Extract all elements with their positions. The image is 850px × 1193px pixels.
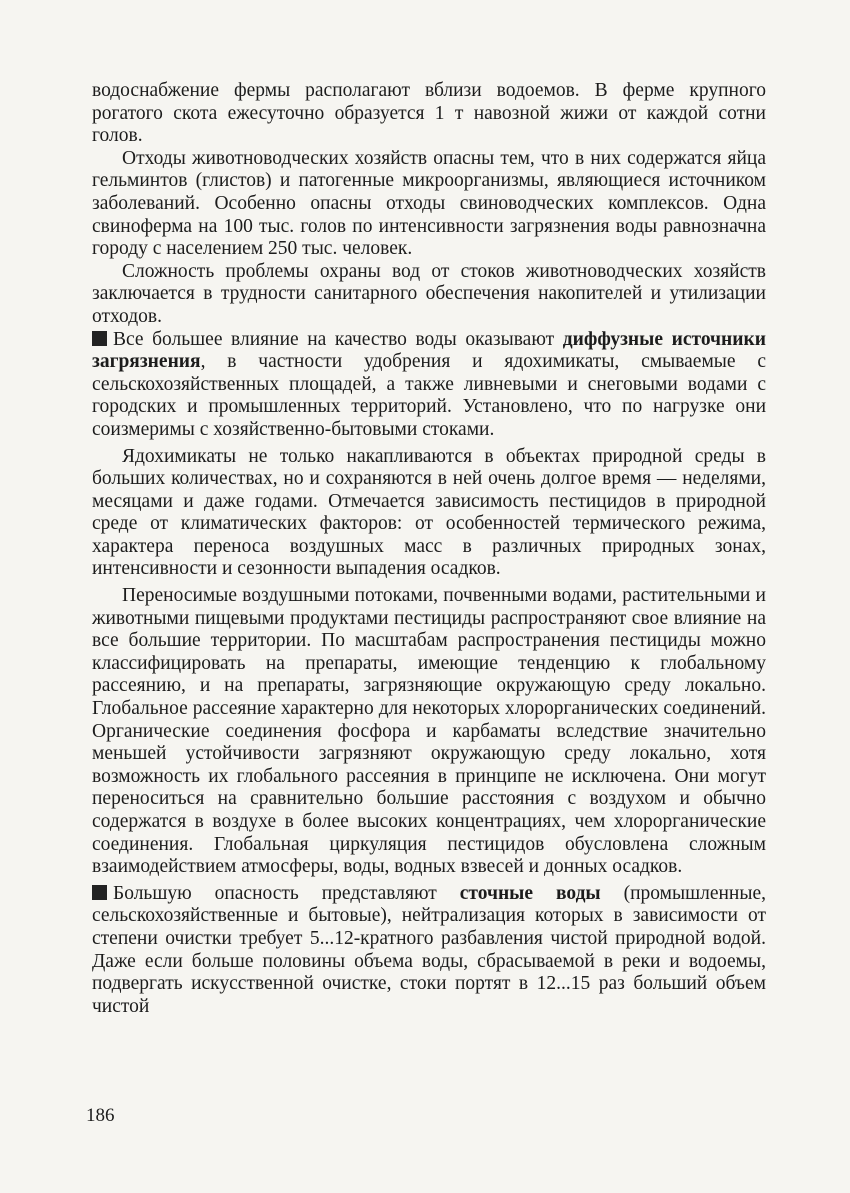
paragraph-4-lead: Все большее влияние на качество воды оказывают [113, 328, 563, 350]
paragraph-2: Отходы животноводческих хозяйств опасны тем, что в них содержатся яйца гельминтов (глистов) и патогенные микроорганизмы, являющиеся источником заболеваний. Особенно опасны отходы свиноводческих комплексов. Одна свиноферма на 100 тыс. голов по интенсивности загрязнения воды равнозначна городу с населением 250 тыс. человек. [92, 147, 766, 260]
section-marker-icon [92, 331, 107, 346]
paragraph-7-rest: (промышленные, сельскохозяйственные и бытовые), нейтрализация которых в зависимости от степени очистки требует 5...12-кратного разбавления чистой природной водой. Даже если больше половины объема воды, сбрасываемой в реки и водоемы, подвергать искусственной очистке, стоки портят в 12...15 раз больший объем чистой [92, 882, 766, 1017]
paragraph-4-rest: , в частности удобрения и ядохимикаты, смываемые с сельскохозяйственных площадей, а также ливневыми и снеговыми водами с городских и промышленных территорий. Установлено, что по нагрузке они соизмеримы с хозяйственно-бытовыми стоками. [92, 351, 766, 440]
paragraph-4 [92, 329, 766, 442]
term-wastewater: сточные воды [459, 882, 601, 904]
paragraph-7 [92, 883, 766, 1019]
paragraph-1: водоснабжение фермы располагают вблизи водоемов. В ферме крупного рогатого скота ежесуточно образуется 1 т навозной жижи от каждой сотни голов. [92, 80, 766, 147]
page-number: 186 [86, 1105, 115, 1126]
paragraph-7-lead: Большую опасность представляют [113, 882, 460, 904]
body-text [92, 80, 766, 1018]
section-marker-icon [92, 885, 107, 900]
paragraph-5: Ядохимикаты не только накапливаются в объектах природной среды в больших количествах, но и сохраняются в ней очень долгое время — неделями, месяцами и даже годами. Отмечается зависимость пестицидов в природной среде от климатических факторов: от особенностей термического режима, характера переноса воздушных масс в различных природных зонах, интенсивности и сезонности выпадения осадков. [92, 445, 766, 580]
paragraph-6: Переносимые воздушными потоками, почвенными водами, растительными и животными пищевыми продуктами пестициды распространяют свое влияние на все большие территории. По масштабам распространения пестициды можно классифицировать на препараты, имеющие тенденцию к глобальному рассеянию, и на препараты, загрязняющие окружающую среду локально. Глобальное рассеяние характерно для некоторых хлорорганических соединений. Органические соединения фосфора и карбаматы вследствие значительно меньшей устойчивости загрязняют окружающую среду локально, хотя возможность их глобального рассеяния в принципе не исключена. Они могут переноситься на сравнительно большие расстояния с воздухом и обычно содержатся в воздухе в более высоких концентрациях, чем хлорорганические соединения. Глобальная циркуляция пестицидов обусловлена сложным взаимодействием атмосферы, воды, водных взвесей и донных осадков. [92, 585, 766, 878]
term-diffuse-sources: диффузные источники загрязнения [92, 328, 766, 373]
paragraph-3: Сложность проблемы охраны вод от стоков животноводческих хозяйств заключается в трудности санитарного обеспечения накопителей и утилизации отходов. [92, 260, 766, 327]
